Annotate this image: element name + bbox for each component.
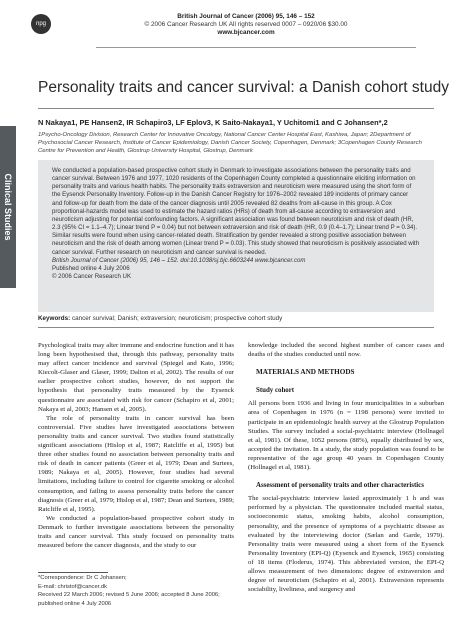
footnote-received: Received 22 March 2006; revised 5 June 2006; accepted 8 June 2006; published online 4 July 2006: [38, 592, 220, 607]
intro-paragraph-3: We conducted a population-based prospective cohort study in Denmark to further investigate associations between the personality traits and cancer survival. This study focused on personality traits measured before the cancer diagnosis, and the study to our: [38, 514, 234, 550]
keywords-label: Keywords:: [38, 315, 71, 322]
abstract-copyright: © 2006 Cancer Research UK: [52, 273, 132, 281]
footnote-email: E-mail: christof@cancer.dk: [38, 583, 108, 590]
abstract-published: Published online 4 July 2006: [52, 264, 130, 272]
author-list: N Nakaya1, PE Hansen2, IR Schapiro3, LF Eplov3, K Saito-Nakaya1, Y Uchitomi1 and C Johansen*,2: [38, 118, 388, 127]
intro-paragraph-continued: knowledge included the second highest number of cancer cases and deaths of the studies conducted until now.: [248, 342, 444, 359]
keywords-divider: [38, 327, 434, 328]
section-side-tab: [0, 126, 16, 288]
subsection-heading-assessment: Assessment of personality traits and other characteristics: [256, 482, 424, 490]
journal-logo: npg: [31, 14, 51, 34]
intro-paragraph-2: The role of personality traits in cancer survival has been controversial. Five studies have investigated associations between personality traits and cancer survival. Two studies found statistically significant associations (Hislop et al, 1987; Ratcliffe et al, 1995) but three other studies found no association between personality traits and risk of death in cancer patients (Greer et al, 1979; Dean and Surtees, 1989; Nakaya et al, 2005). However, four studies had several limitations, including failure to control for cigarette smoking or alcohol consumption, and failing to assess personality traits before the cancer diagnosis (Greer et al, 1979; Hislop et al, 1987; Dean and Surtees, 1989; Ratcliffe et al, 1995).: [38, 414, 234, 513]
header-divider: [96, 47, 416, 48]
subsection-heading-study-cohort: Study cohort: [256, 387, 295, 395]
abstract-citation: British Journal of Cancer (2006) 95, 146 – 152. doi:10.1038/sj.bjc.6603244 www.bjcancer.com: [52, 256, 306, 264]
author-affiliations: 1Psycho-Oncology Division, Research Center for Innovative Oncology, National Cancer Center Hospital East, Kashiwa, Japan; 2Department of Psychosocial Cancer Research, Institute of Cancer Epidemiology, Danish Cancer Society, Copenhagen, Denmark; 3Copenhagen County Research Centre for Prevention and Health, Glostrup University Hospital, Glostrup, Denmark: [38, 132, 422, 155]
body-column-right: [248, 341, 444, 594]
assessment-paragraph: The social-psychiatric interview lasted approximately 1 h and was performed by a physician. The questionnaire included marital status, socioeconomic status, smoking habits, alcohol consumption, personality, and the presence of symptoms of a psychiatric disease as evaluated by the interviewing doctor (Sælan and Garde, 1979). Personality traits were measured using a short form of the Eysenck Personality Inventory (EPI-Q) (Eysenck and Eysenck, 1965) consisting of 18 items (Floderus, 1974). This abbreviated version, the EPI-Q allows measurement of two dimensions: degree of extraversion and degree of neuroticism (Schapiro et al, 2001). Extraversion represents sociability, liveliness, and surgency and: [248, 495, 444, 594]
body-column-left: [38, 341, 234, 550]
intro-paragraph-1: Psychological traits may alter immune and endocrine function and it has long been hypothesised that, through this pathway, personality traits may affect cancer incidence and survival (Spiegel and Kato, 1996; Kiecolt-Glaser and Glaser, 1999; Dalton et al, 2002). The results of our earlier prospective cohort studies, however, do not support the hypothesis that personality traits measured by the Eysenck questionnaire are associated with risk for cancer (Schapiro et al, 2001; Nakaya et al, 2003; Hansen et al, 2005).: [38, 342, 234, 413]
abstract-text: We conducted a population-based prospective cohort study in Denmark to investigate associations between the personality traits and cancer survival. Between 1976 and 1977, 1020 residents of the Copenhagen County completed a questionnaire eliciting information on personality traits and various health habits. The personality traits extraversion and neuroticism were measured using the short form of the Eysenck Personality Inventory. Follow-up in the Danish Cancer Registry for 1976–2002 revealed 189 incidents of primary cancer and follow-up for death from the date of the cancer diagnosis until 2005 revealed 82 deaths from all-cause in this group. A Cox proportional-hazards model was used to estimate the hazard ratios (HRs) of death from all-cause according to extraversion and neuroticism adjusting for potential confounding factors. A significant association was found between neuroticism and risk of death (HR, 2.3 (95% CI = 1.1–4.7); Linear trend P = 0.04) but not between extraversion and risk of death (HR, 0.9 (0.4–1.7); Linear trend P = 0.34). Similar results were found when using cancer-related death. Stratification by gender revealed a strong positive association between neuroticism and the risk of death among women (Linear trend P = 0.03). This study showed that neuroticism is positively associated with cancer survival. Further research on neuroticism and cancer survival is needed.: [52, 167, 420, 256]
article-title: Personality traits and cancer survival: a Danish cohort study: [38, 79, 449, 96]
journal-url: www.bjcancer.com: [217, 29, 275, 36]
abstract-box: [38, 160, 434, 312]
footnote-divider: [38, 572, 108, 573]
title-divider: [38, 108, 434, 109]
journal-copyright: © 2006 Cancer Research UK All rights reserved 0007 – 0920/06 $30.00: [144, 21, 348, 28]
journal-citation: British Journal of Cancer (2006) 95, 146 – 152: [177, 13, 315, 20]
footnote: [38, 574, 234, 608]
keywords-line: [38, 315, 434, 322]
journal-header: [96, 13, 396, 37]
side-tab-label: Clinical Studies: [3, 173, 13, 241]
footnote-correspondence: *Correspondence: Dr C Johansen;: [38, 575, 127, 581]
section-heading-methods: MATERIALS AND METHODS: [256, 368, 355, 377]
study-cohort-paragraph: All persons born 1936 and living in four municipalities in a suburban area of Copenhagen in 1976 (n = 1198 persons) were invited to participate in an epidemiologic health survey at the Glostrup Population Studies. The survey included a social-psychiatric interview (Hollnagel et al, 1981). Of these, 1052 persons (88%), equally distributed by sex, accepted the invitation. In a study, the study population was found to be representative of the age group 40 years in Copenhagen County (Hollnagel et al, 1981).: [248, 400, 444, 472]
keywords-text: cancer survival; Danish; extraversion; neuroticism; prospective cohort study: [71, 315, 283, 322]
